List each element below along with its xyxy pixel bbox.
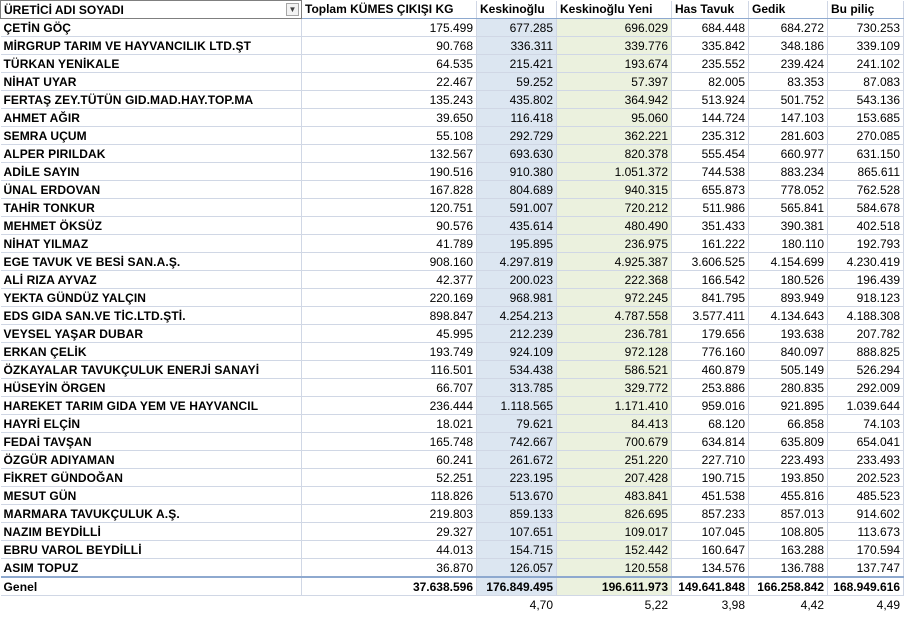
cell-gedik[interactable]: 4.134.643: [749, 307, 828, 325]
cell-producer-name[interactable]: ÖZGÜR ADIYAMAN: [1, 451, 302, 469]
cell-keskinoglu-yeni[interactable]: 483.841: [557, 487, 672, 505]
table-row: [1, 145, 904, 163]
cell-keskinoglu-yeni[interactable]: 196.611.973: [557, 577, 672, 596]
cell-total-kg[interactable]: 36.870: [302, 559, 477, 578]
cell-total-kg[interactable]: 908.160: [302, 253, 477, 271]
cell-has-tavuk[interactable]: 511.986: [672, 199, 749, 217]
cell-gedik[interactable]: 281.603: [749, 127, 828, 145]
table-row: [1, 253, 904, 271]
cell-has-tavuk[interactable]: 841.795: [672, 289, 749, 307]
cell-keskinoglu[interactable]: 513.670: [477, 487, 557, 505]
cell-producer-name[interactable]: HÜSEYİN ÖRGEN: [1, 379, 302, 397]
cell-keskinoglu-yeni[interactable]: 940.315: [557, 181, 672, 199]
cell-has-tavuk[interactable]: 149.641.848: [672, 577, 749, 596]
cell-bu-pilic[interactable]: 584.678: [828, 199, 904, 217]
table-row: [1, 217, 904, 235]
cell-total-kg[interactable]: 29.327: [302, 523, 477, 541]
cell-has-tavuk[interactable]: 655.873: [672, 181, 749, 199]
cell-keskinoglu-yeni[interactable]: 251.220: [557, 451, 672, 469]
cell-bu-pilic[interactable]: 192.793: [828, 235, 904, 253]
table-row: [1, 127, 904, 145]
cell-bu-pilic[interactable]: 4.230.419: [828, 253, 904, 271]
cell-gedik[interactable]: 108.805: [749, 523, 828, 541]
cell-gedik[interactable]: 840.097: [749, 343, 828, 361]
cell-has-tavuk[interactable]: 235.312: [672, 127, 749, 145]
cell-bu-pilic[interactable]: 196.439: [828, 271, 904, 289]
cell-producer-name[interactable]: MESUT GÜN: [1, 487, 302, 505]
cell-bu-pilic[interactable]: 170.594: [828, 541, 904, 559]
cell-has-tavuk[interactable]: 451.538: [672, 487, 749, 505]
cell-keskinoglu[interactable]: 859.133: [477, 505, 557, 523]
cell-gedik[interactable]: 505.149: [749, 361, 828, 379]
cell-gedik[interactable]: 455.816: [749, 487, 828, 505]
cell-keskinoglu[interactable]: 804.689: [477, 181, 557, 199]
cell-total-kg[interactable]: 39.650: [302, 109, 477, 127]
table-row: [1, 397, 904, 415]
cell-producer-name[interactable]: NİHAT UYAR: [1, 73, 302, 91]
cell-keskinoglu[interactable]: 742.667: [477, 433, 557, 451]
cell-has-tavuk[interactable]: 134.576: [672, 559, 749, 578]
cell-bu-pilic[interactable]: 402.518: [828, 217, 904, 235]
cell-total-kg[interactable]: 175.499: [302, 19, 477, 37]
cell-keskinoglu-yeni[interactable]: 720.212: [557, 199, 672, 217]
cell-gedik[interactable]: 66.858: [749, 415, 828, 433]
ratio-keskinoglu[interactable]: 4,70: [529, 598, 553, 612]
cell-gedik[interactable]: 147.103: [749, 109, 828, 127]
cell-keskinoglu[interactable]: 910.380: [477, 163, 557, 181]
ratio-keskinoglu-yeni[interactable]: 5,22: [644, 598, 668, 612]
cell-bu-pilic[interactable]: 654.041: [828, 433, 904, 451]
cell-total-kg[interactable]: 90.576: [302, 217, 477, 235]
cell-keskinoglu[interactable]: 534.438: [477, 361, 557, 379]
cell-bu-pilic[interactable]: 339.109: [828, 37, 904, 55]
cell-bu-pilic[interactable]: 1.039.644: [828, 397, 904, 415]
cell-has-tavuk[interactable]: 857.233: [672, 505, 749, 523]
cell-has-tavuk[interactable]: 179.656: [672, 325, 749, 343]
cell-gedik[interactable]: 778.052: [749, 181, 828, 199]
cell-has-tavuk[interactable]: 744.538: [672, 163, 749, 181]
cell-gedik[interactable]: 180.110: [749, 235, 828, 253]
table-row: [1, 541, 904, 559]
cell-producer-name[interactable]: NAZIM BEYDİLLİ: [1, 523, 302, 541]
cell-total-kg[interactable]: 236.444: [302, 397, 477, 415]
cell-gedik[interactable]: 280.835: [749, 379, 828, 397]
cell-gedik[interactable]: 4.154.699: [749, 253, 828, 271]
cell-keskinoglu[interactable]: 292.729: [477, 127, 557, 145]
cell-gedik[interactable]: 163.288: [749, 541, 828, 559]
cell-producer-name[interactable]: YEKTA GÜNDÜZ YALÇIN: [1, 289, 302, 307]
cell-producer-name[interactable]: MİRGRUP TARIM VE HAYVANCILIK LTD.ŞT: [1, 37, 302, 55]
cell-keskinoglu-yeni[interactable]: 1.171.410: [557, 397, 672, 415]
table-row: [1, 73, 904, 91]
cell-bu-pilic[interactable]: 241.102: [828, 55, 904, 73]
table-row: [1, 433, 904, 451]
header-has-tavuk[interactable]: Has Tavuk: [672, 1, 749, 19]
cell-producer-name[interactable]: EDS GIDA SAN.VE TİC.LTD.ŞTİ.: [1, 307, 302, 325]
header-row: [1, 1, 904, 19]
cell-producer-name[interactable]: ERKAN ÇELİK: [1, 343, 302, 361]
header-bu-pilic[interactable]: Bu piliç: [828, 1, 904, 19]
ratio-bu-pilic[interactable]: 4,49: [876, 598, 900, 612]
cell-producer-name[interactable]: ADİLE SAYIN: [1, 163, 302, 181]
cell-has-tavuk[interactable]: 460.879: [672, 361, 749, 379]
cell-producer-name[interactable]: HAYRİ ELÇİN: [1, 415, 302, 433]
cell-bu-pilic[interactable]: 762.528: [828, 181, 904, 199]
table-row: [1, 271, 904, 289]
cell-keskinoglu-yeni[interactable]: 120.558: [557, 559, 672, 578]
cell-keskinoglu-yeni[interactable]: 972.128: [557, 343, 672, 361]
cell-has-tavuk[interactable]: 161.222: [672, 235, 749, 253]
cell-keskinoglu[interactable]: 154.715: [477, 541, 557, 559]
cell-keskinoglu[interactable]: 4.297.819: [477, 253, 557, 271]
header-producer-name[interactable]: [1, 1, 302, 19]
table-row: [1, 361, 904, 379]
cell-producer-name[interactable]: ÜNAL ERDOVAN: [1, 181, 302, 199]
cell-bu-pilic[interactable]: 168.949.616: [828, 577, 904, 596]
cell-gedik[interactable]: 390.381: [749, 217, 828, 235]
table-row: [1, 469, 904, 487]
cell-keskinoglu[interactable]: 435.802: [477, 91, 557, 109]
cell-gedik[interactable]: 635.809: [749, 433, 828, 451]
table-row: [1, 559, 904, 578]
cell-keskinoglu[interactable]: 261.672: [477, 451, 557, 469]
cell-bu-pilic[interactable]: 485.523: [828, 487, 904, 505]
cell-bu-pilic[interactable]: 202.523: [828, 469, 904, 487]
cell-total-kg[interactable]: 116.501: [302, 361, 477, 379]
table-row: [1, 235, 904, 253]
cell-bu-pilic[interactable]: 87.083: [828, 73, 904, 91]
cell-keskinoglu-yeni[interactable]: 586.521: [557, 361, 672, 379]
cell-keskinoglu-yeni[interactable]: 95.060: [557, 109, 672, 127]
cell-gedik[interactable]: 223.493: [749, 451, 828, 469]
cell-bu-pilic[interactable]: 543.136: [828, 91, 904, 109]
cell-has-tavuk[interactable]: 235.552: [672, 55, 749, 73]
cell-gedik[interactable]: 166.258.842: [749, 577, 828, 596]
cell-producer-name[interactable]: MEHMET ÖKSÜZ: [1, 217, 302, 235]
cell-keskinoglu[interactable]: 313.785: [477, 379, 557, 397]
cell-keskinoglu-yeni[interactable]: 480.490: [557, 217, 672, 235]
cell-has-tavuk[interactable]: 776.160: [672, 343, 749, 361]
cell-keskinoglu[interactable]: 591.007: [477, 199, 557, 217]
cell-total-kg[interactable]: 220.169: [302, 289, 477, 307]
cell-producer-name[interactable]: VEYSEL YAŞAR DUBAR: [1, 325, 302, 343]
table-row: [1, 523, 904, 541]
cell-producer-name[interactable]: SEMRA UÇUM: [1, 127, 302, 145]
cell-keskinoglu-yeni[interactable]: 236.975: [557, 235, 672, 253]
table-row: [1, 487, 904, 505]
cell-producer-name[interactable]: ÇETİN GÖÇ: [1, 19, 302, 37]
cell-producer-name[interactable]: ÖZKAYALAR TAVUKÇULUK ENERJİ SANAYİ: [1, 361, 302, 379]
cell-keskinoglu-yeni[interactable]: 109.017: [557, 523, 672, 541]
cell-gedik[interactable]: 660.977: [749, 145, 828, 163]
cell-keskinoglu-yeni[interactable]: 4.925.387: [557, 253, 672, 271]
cell-keskinoglu-yeni[interactable]: 236.781: [557, 325, 672, 343]
cell-producer-name[interactable]: EGE TAVUK VE BESİ SAN.A.Ş.: [1, 253, 302, 271]
cell-bu-pilic[interactable]: 631.150: [828, 145, 904, 163]
table-row: [1, 325, 904, 343]
cell-gedik[interactable]: 193.638: [749, 325, 828, 343]
table-row: [1, 289, 904, 307]
cell-gedik[interactable]: 565.841: [749, 199, 828, 217]
cell-total-kg[interactable]: 118.826: [302, 487, 477, 505]
cell-keskinoglu-yeni[interactable]: 700.679: [557, 433, 672, 451]
cell-total-kg[interactable]: 193.749: [302, 343, 477, 361]
header-gedik[interactable]: Gedik: [749, 1, 828, 19]
cell-keskinoglu-yeni[interactable]: 972.245: [557, 289, 672, 307]
cell-producer-name[interactable]: TAHİR TONKUR: [1, 199, 302, 217]
cell-total-kg[interactable]: 898.847: [302, 307, 477, 325]
cell-bu-pilic[interactable]: 888.825: [828, 343, 904, 361]
cell-bu-pilic[interactable]: 74.103: [828, 415, 904, 433]
cell-producer-name[interactable]: AHMET AĞIR: [1, 109, 302, 127]
cell-producer-name[interactable]: FİKRET GÜNDOĞAN: [1, 469, 302, 487]
cell-has-tavuk[interactable]: 253.886: [672, 379, 749, 397]
cell-total-kg[interactable]: 41.789: [302, 235, 477, 253]
table-row: [1, 451, 904, 469]
cell-keskinoglu[interactable]: 215.421: [477, 55, 557, 73]
total-row: [1, 577, 904, 596]
cell-keskinoglu-yeni[interactable]: 193.674: [557, 55, 672, 73]
cell-has-tavuk[interactable]: 107.045: [672, 523, 749, 541]
cell-bu-pilic[interactable]: 4.188.308: [828, 307, 904, 325]
cell-keskinoglu-yeni[interactable]: 826.695: [557, 505, 672, 523]
header-label: ÜRETİCİ ADI SOYADI: [4, 2, 124, 17]
header-keskinoglu[interactable]: Keskinoğlu: [477, 1, 557, 19]
table-row: [1, 199, 904, 217]
cell-has-tavuk[interactable]: 144.724: [672, 109, 749, 127]
table-row: [1, 415, 904, 433]
cell-total-kg[interactable]: 190.516: [302, 163, 477, 181]
cell-keskinoglu[interactable]: 212.239: [477, 325, 557, 343]
cell-keskinoglu[interactable]: 1.118.565: [477, 397, 557, 415]
cell-keskinoglu[interactable]: 336.311: [477, 37, 557, 55]
cell-producer-name[interactable]: Genel: [1, 577, 302, 596]
cell-keskinoglu[interactable]: 107.651: [477, 523, 557, 541]
cell-keskinoglu[interactable]: 968.981: [477, 289, 557, 307]
cell-producer-name[interactable]: NİHAT YILMAZ: [1, 235, 302, 253]
cell-bu-pilic[interactable]: 270.085: [828, 127, 904, 145]
cell-bu-pilic[interactable]: 153.685: [828, 109, 904, 127]
cell-producer-name[interactable]: MARMARA TAVUKÇULUK A.Ş.: [1, 505, 302, 523]
cell-has-tavuk[interactable]: 351.433: [672, 217, 749, 235]
cell-has-tavuk[interactable]: 684.448: [672, 19, 749, 37]
filter-dropdown-icon[interactable]: ▼: [286, 3, 299, 16]
cell-gedik[interactable]: 348.186: [749, 37, 828, 55]
cell-keskinoglu-yeni[interactable]: 696.029: [557, 19, 672, 37]
cell-has-tavuk[interactable]: 3.606.525: [672, 253, 749, 271]
cell-keskinoglu-yeni[interactable]: 207.428: [557, 469, 672, 487]
cell-keskinoglu[interactable]: 176.849.495: [477, 577, 557, 596]
cell-total-kg[interactable]: 66.707: [302, 379, 477, 397]
cell-gedik[interactable]: 684.272: [749, 19, 828, 37]
cell-total-kg[interactable]: 64.535: [302, 55, 477, 73]
cell-has-tavuk[interactable]: 634.814: [672, 433, 749, 451]
cell-bu-pilic[interactable]: 918.123: [828, 289, 904, 307]
table-row: [1, 343, 904, 361]
cell-bu-pilic[interactable]: 914.602: [828, 505, 904, 523]
cell-has-tavuk[interactable]: 959.016: [672, 397, 749, 415]
cell-keskinoglu[interactable]: 195.895: [477, 235, 557, 253]
cell-has-tavuk[interactable]: 166.542: [672, 271, 749, 289]
cell-total-kg[interactable]: 55.108: [302, 127, 477, 145]
cell-keskinoglu[interactable]: 924.109: [477, 343, 557, 361]
cell-has-tavuk[interactable]: 555.454: [672, 145, 749, 163]
cell-keskinoglu-yeni[interactable]: 362.221: [557, 127, 672, 145]
cell-gedik[interactable]: 883.234: [749, 163, 828, 181]
cell-keskinoglu-yeni[interactable]: 820.378: [557, 145, 672, 163]
cell-producer-name[interactable]: ALPER PIRILDAK: [1, 145, 302, 163]
cell-has-tavuk[interactable]: 160.647: [672, 541, 749, 559]
cell-keskinoglu-yeni[interactable]: 4.787.558: [557, 307, 672, 325]
cell-has-tavuk[interactable]: 513.924: [672, 91, 749, 109]
cell-bu-pilic[interactable]: 865.611: [828, 163, 904, 181]
cell-total-kg[interactable]: 44.013: [302, 541, 477, 559]
table-row: [1, 163, 904, 181]
cell-has-tavuk[interactable]: 3.577.411: [672, 307, 749, 325]
table-row: [1, 55, 904, 73]
table-row: [1, 37, 904, 55]
cell-has-tavuk[interactable]: 227.710: [672, 451, 749, 469]
cell-total-kg[interactable]: 52.251: [302, 469, 477, 487]
cell-gedik[interactable]: 83.353: [749, 73, 828, 91]
cell-gedik[interactable]: 501.752: [749, 91, 828, 109]
cell-total-kg[interactable]: 22.467: [302, 73, 477, 91]
ratio-gedik[interactable]: 4,42: [800, 598, 824, 612]
cell-keskinoglu[interactable]: 693.630: [477, 145, 557, 163]
cell-producer-name[interactable]: ASIM TOPUZ: [1, 559, 302, 578]
cell-keskinoglu[interactable]: 59.252: [477, 73, 557, 91]
table-row: [1, 505, 904, 523]
cell-has-tavuk[interactable]: 335.842: [672, 37, 749, 55]
cell-total-kg[interactable]: 37.638.596: [302, 577, 477, 596]
cell-keskinoglu-yeni[interactable]: 152.442: [557, 541, 672, 559]
table-row: [1, 181, 904, 199]
cell-keskinoglu[interactable]: 79.621: [477, 415, 557, 433]
cell-gedik[interactable]: 180.526: [749, 271, 828, 289]
cell-producer-name[interactable]: HAREKET TARIM GIDA YEM VE HAYVANCIL: [1, 397, 302, 415]
ratio-has-tavuk[interactable]: 3,98: [721, 598, 745, 612]
cell-producer-name[interactable]: FEDAİ TAVŞAN: [1, 433, 302, 451]
cell-total-kg[interactable]: 135.243: [302, 91, 477, 109]
cell-gedik[interactable]: 857.013: [749, 505, 828, 523]
cell-keskinoglu-yeni[interactable]: 1.051.372: [557, 163, 672, 181]
cell-gedik[interactable]: 136.788: [749, 559, 828, 578]
header-keskinoglu-yeni[interactable]: Keskinoğlu Yeni: [557, 1, 672, 19]
cell-producer-name[interactable]: ALİ RIZA AYVAZ: [1, 271, 302, 289]
cell-total-kg[interactable]: 45.995: [302, 325, 477, 343]
cell-has-tavuk[interactable]: 68.120: [672, 415, 749, 433]
cell-bu-pilic[interactable]: 730.253: [828, 19, 904, 37]
cell-bu-pilic[interactable]: 137.747: [828, 559, 904, 578]
cell-has-tavuk[interactable]: 82.005: [672, 73, 749, 91]
table-row: [1, 379, 904, 397]
cell-has-tavuk[interactable]: 190.715: [672, 469, 749, 487]
cell-keskinoglu[interactable]: 223.195: [477, 469, 557, 487]
cell-total-kg[interactable]: 60.241: [302, 451, 477, 469]
cell-gedik[interactable]: 239.424: [749, 55, 828, 73]
cell-total-kg[interactable]: 165.748: [302, 433, 477, 451]
cell-gedik[interactable]: 921.895: [749, 397, 828, 415]
cell-producer-name[interactable]: EBRU VAROL BEYDİLLİ: [1, 541, 302, 559]
cell-keskinoglu[interactable]: 126.057: [477, 559, 557, 578]
cell-bu-pilic[interactable]: 233.493: [828, 451, 904, 469]
cell-total-kg[interactable]: 120.751: [302, 199, 477, 217]
cell-total-kg[interactable]: 219.803: [302, 505, 477, 523]
cell-keskinoglu-yeni[interactable]: 364.942: [557, 91, 672, 109]
cell-bu-pilic[interactable]: 113.673: [828, 523, 904, 541]
table-row: [1, 19, 904, 37]
cell-producer-name[interactable]: TÜRKAN YENİKALE: [1, 55, 302, 73]
cell-keskinoglu[interactable]: 116.418: [477, 109, 557, 127]
table-row: [1, 109, 904, 127]
cell-keskinoglu[interactable]: 677.285: [477, 19, 557, 37]
cell-keskinoglu-yeni[interactable]: 57.397: [557, 73, 672, 91]
cell-gedik[interactable]: 893.949: [749, 289, 828, 307]
cell-keskinoglu[interactable]: 4.254.213: [477, 307, 557, 325]
cell-keskinoglu-yeni[interactable]: 329.772: [557, 379, 672, 397]
table-row: [1, 307, 904, 325]
cell-gedik[interactable]: 193.850: [749, 469, 828, 487]
cell-bu-pilic[interactable]: 207.782: [828, 325, 904, 343]
cell-total-kg[interactable]: 167.828: [302, 181, 477, 199]
header-total-kg[interactable]: Toplam KÜMES ÇIKIŞI KG: [302, 1, 477, 19]
cell-keskinoglu[interactable]: 435.614: [477, 217, 557, 235]
cell-keskinoglu[interactable]: 200.023: [477, 271, 557, 289]
cell-keskinoglu-yeni[interactable]: 222.368: [557, 271, 672, 289]
cell-total-kg[interactable]: 90.768: [302, 37, 477, 55]
cell-producer-name[interactable]: FERTAŞ ZEY.TÜTÜN GID.MAD.HAY.TOP.MA: [1, 91, 302, 109]
cell-total-kg[interactable]: 132.567: [302, 145, 477, 163]
cell-total-kg[interactable]: 42.377: [302, 271, 477, 289]
cell-keskinoglu-yeni[interactable]: 339.776: [557, 37, 672, 55]
cell-bu-pilic[interactable]: 292.009: [828, 379, 904, 397]
cell-keskinoglu-yeni[interactable]: 84.413: [557, 415, 672, 433]
cell-total-kg[interactable]: 18.021: [302, 415, 477, 433]
table-row: [1, 91, 904, 109]
cell-bu-pilic[interactable]: 526.294: [828, 361, 904, 379]
